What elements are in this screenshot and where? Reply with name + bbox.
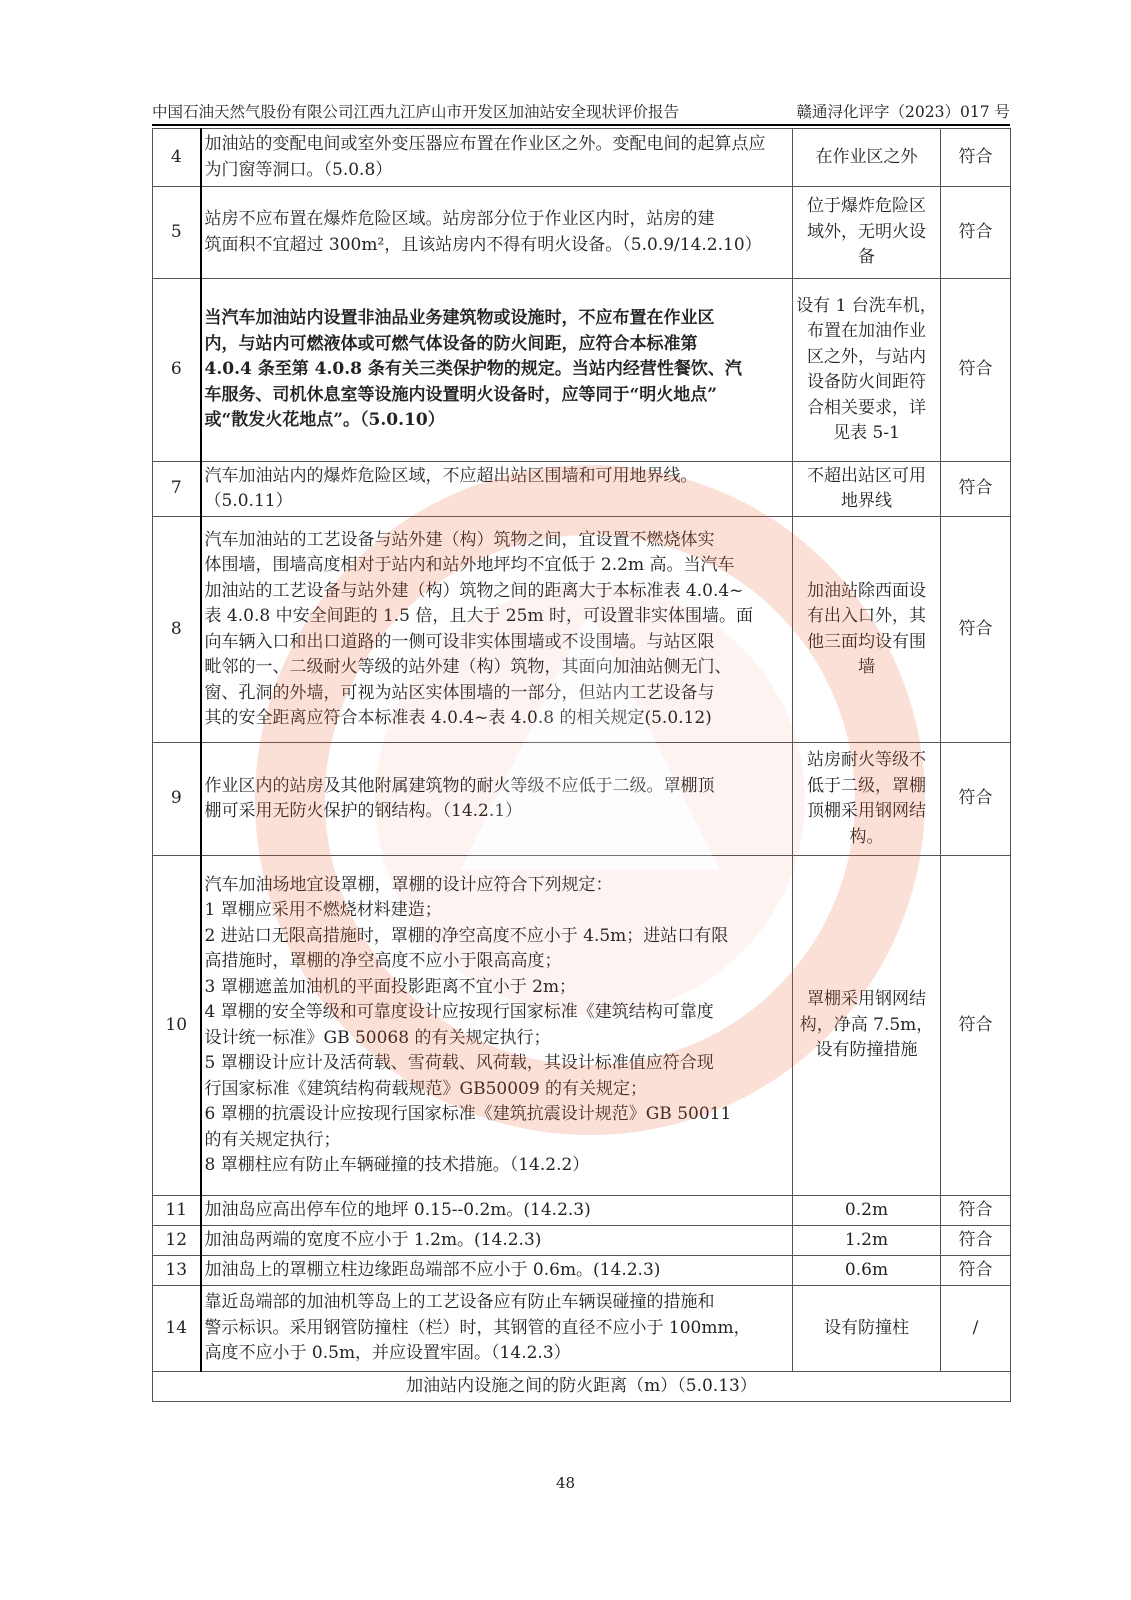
status-line: 域外，无明火设 [807, 221, 926, 242]
requirement-line: 汽车加油站的工艺设备与站外建（构）筑物之间，宜设置不燃烧体实 [204, 529, 715, 550]
requirement-line: 其的安全距离应符合本标准表 4.0.4~表 4.0.8 的相关规定(5.0.12) [204, 708, 712, 728]
page-header [152, 98, 1010, 122]
actual-status [793, 517, 941, 743]
status-line: 罩棚采用钢网结 [807, 989, 926, 1010]
requirement-line: 1 罩棚应采用不燃烧材料建造； [204, 900, 442, 920]
requirement-line: 加油站的工艺设备与站外建（构）筑物之间的距离大于本标准表 4.0.4~ [204, 580, 744, 601]
status-line: 设备防火间距符 [807, 372, 926, 392]
requirement-line: 内，与站内可燃液体或可燃气体设备的防火间距，应符合本标准第 [204, 333, 698, 354]
status-line: 地界线 [841, 491, 892, 511]
compliance-result: 符合 [941, 187, 1011, 279]
status-line: 构，净高 7.5m， [799, 1014, 934, 1035]
table-row [153, 1226, 1011, 1256]
requirement-line: 为门窗等洞口。（5.0.8） [204, 159, 393, 180]
requirement-line: 窗、孔洞的外墙，可视为站区实体围墙的一部分，但站内工艺设备与 [204, 682, 715, 703]
page-number: 48 [555, 1474, 576, 1492]
status-line: 墙 [858, 657, 875, 677]
requirement-text [201, 1256, 793, 1286]
status-line: 1.2m [844, 1229, 889, 1250]
requirement-line: 高度不应小于 0.5m，并应设置牢固。（14.2.3） [204, 1343, 571, 1364]
requirement-line: 表 4.0.8 中安全间距的 1.5 倍，且大于 25m 时，可设置非实体围墙。面 [204, 606, 753, 626]
requirement-text [201, 856, 793, 1196]
requirement-line: 汽车加油场地宜设罩棚，罩棚的设计应符合下列规定： [204, 874, 613, 895]
requirement-line: 8 罩棚柱应有防止车辆碰撞的技术措施。（14.2.2） [204, 1155, 590, 1175]
actual-status [793, 1196, 941, 1226]
requirement-text [201, 279, 793, 462]
status-line: 他三面均设有围 [807, 631, 926, 652]
requirement-line: 站房不应布置在爆炸危险区域。站房部分位于作业区内时，站房的建 [204, 209, 715, 229]
status-line: 备 [858, 247, 875, 268]
compliance-result: 符合 [941, 743, 1011, 856]
table-row [153, 856, 1011, 1196]
requirement-text [201, 517, 793, 743]
status-line: 0.6m [844, 1259, 889, 1280]
status-line: 站房耐火等级不 [807, 750, 926, 770]
requirement-line: 棚可采用无防火保护的钢结构。（14.2.1） [204, 801, 523, 821]
row-number: 10 [153, 856, 201, 1196]
compliance-result: / [941, 1286, 1011, 1372]
status-line: 设有防撞措施 [815, 1040, 918, 1061]
requirements-table [152, 128, 1011, 1402]
status-line: 有出入口外，其 [807, 606, 926, 626]
compliance-result: 符合 [941, 1256, 1011, 1286]
requirement-line: 加油站的变配电间或室外变压器应布置在作业区之外。变配电间的起算点应 [204, 134, 766, 154]
actual-status [793, 462, 941, 517]
row-number: 6 [153, 279, 201, 462]
table-body [153, 129, 1011, 1402]
table-row [153, 129, 1011, 187]
requirement-text [201, 1286, 793, 1372]
status-line: 构。 [849, 826, 884, 847]
row-number: 14 [153, 1286, 201, 1372]
requirement-text [201, 1226, 793, 1256]
compliance-result: 符合 [941, 856, 1011, 1196]
requirement-line: 毗邻的一、二级耐火等级的站外建（构）筑物，其面向加油站侧无门、 [204, 657, 732, 677]
status-line: 区之外，与站内 [807, 346, 926, 367]
header-rule [152, 124, 1010, 126]
requirement-line: 的有关规定执行； [204, 1129, 341, 1150]
status-line: 见表 5-1 [833, 423, 900, 443]
requirement-line: 高措施时，罩棚的净空高度不应小于限高高度； [204, 951, 562, 971]
row-number: 9 [153, 743, 201, 856]
table-row [153, 187, 1011, 279]
requirement-line: 或“散发火花地点”。（5.0.10） [204, 410, 445, 431]
actual-status [793, 1226, 941, 1256]
report-title: 中国石油天然气股份有限公司江西九江庐山市开发区加油站安全现状评价报告 [152, 103, 680, 121]
requirement-line: 2 进站口无限高措施时，罩棚的净空高度不应小于 4.5m；进站口有限 [204, 925, 729, 946]
status-line: 0.2m [844, 1199, 889, 1220]
compliance-result: 符合 [941, 462, 1011, 517]
requirement-line: 当汽车加油站内设置非油品业务建筑物或设施时，不应布置在作业区 [204, 308, 715, 329]
requirement-line: 警示标识。采用钢管防撞柱（栏）时，其钢管的直径不应小于 100mm， [204, 1317, 751, 1338]
requirement-line: 设计统一标准》GB 50068 的有关规定执行； [204, 1027, 551, 1048]
row-number: 8 [153, 517, 201, 743]
status-line: 在作业区之外 [815, 146, 918, 167]
actual-status [793, 1286, 941, 1372]
status-line: 加油站除西面设 [807, 580, 926, 601]
status-line: 合相关要求，详 [807, 397, 926, 418]
table-row [153, 517, 1011, 743]
table-row [153, 1256, 1011, 1286]
requirement-text [201, 462, 793, 517]
status-line: 顶棚采用钢网结 [807, 801, 926, 821]
status-line: 布置在加油作业 [807, 321, 926, 341]
requirement-line: 3 罩棚遮盖加油机的平面投影距离不宜小于 2m； [204, 976, 577, 997]
requirement-line: （5.0.11） [204, 491, 293, 511]
table-row [153, 279, 1011, 462]
row-number: 4 [153, 129, 201, 187]
table-row [153, 462, 1011, 517]
requirement-line: 5 罩棚设计应计及活荷载、雪荷载、风荷载，其设计标准值应符合现 [204, 1053, 714, 1073]
actual-status [793, 187, 941, 279]
status-line: 位于爆炸危险区 [807, 196, 926, 217]
requirement-line: 加油岛应高出停车位的地坪 0.15--0.2m。(14.2.3) [204, 1199, 591, 1220]
requirement-line: 筑面积不宜超过 300m²，且该站房内不得有明火设备。（5.0.9/14.2.10） [204, 234, 762, 255]
requirement-line: 向车辆入口和出口道路的一侧可设非实体围墙或不设围墙。与站区限 [204, 631, 715, 652]
actual-status [793, 743, 941, 856]
requirement-line: 作业区内的站房及其他附属建筑物的耐火等级不应低于二级。罩棚顶 [204, 775, 715, 796]
actual-status [793, 1256, 941, 1286]
status-line: 低于二级，罩棚 [807, 775, 926, 796]
row-number: 11 [153, 1196, 201, 1226]
requirement-line: 汽车加油站内的爆炸危险区域，不应超出站区围墙和可用地界线。 [204, 465, 698, 486]
requirement-text [201, 129, 793, 187]
actual-status [793, 129, 941, 187]
report-number: 赣通浔化评字（2023）017 号 [796, 103, 1010, 121]
requirement-line: 加油岛两端的宽度不应小于 1.2m。(14.2.3) [204, 1229, 542, 1250]
compliance-result: 符合 [941, 1196, 1011, 1226]
compliance-result: 符合 [941, 517, 1011, 743]
status-line: 不超出站区可用 [807, 465, 926, 486]
row-number: 12 [153, 1226, 201, 1256]
requirement-line: 6 罩棚的抗震设计应按现行国家标准《建筑抗震设计规范》GB 50011 [204, 1104, 732, 1124]
actual-status [793, 856, 941, 1196]
section-title: 加油站内设施之间的防火距离（m）（5.0.13） [153, 1372, 1011, 1402]
requirement-line: 行国家标准《建筑结构荷载规范》GB50009 的有关规定； [204, 1078, 648, 1099]
compliance-result: 符合 [941, 279, 1011, 462]
section-row [153, 1372, 1011, 1402]
status-line: 设有防撞柱 [824, 1317, 909, 1338]
table-row [153, 1286, 1011, 1372]
requirement-line: 4.0.4 条至第 4.0.8 条有关三类保护物的规定。当站内经营性餐饮、汽 [204, 359, 742, 380]
requirement-text [201, 1196, 793, 1226]
requirement-line: 4 罩棚的安全等级和可靠度设计应按现行国家标准《建筑结构可靠度 [204, 1002, 714, 1022]
requirement-line: 体围墙，围墙高度相对于站内和站外地坪均不宜低于 2.2m 高。当汽车 [204, 555, 735, 575]
compliance-result: 符合 [941, 129, 1011, 187]
compliance-result: 符合 [941, 1226, 1011, 1256]
requirement-text [201, 743, 793, 856]
row-number: 5 [153, 187, 201, 279]
requirement-line: 靠近岛端部的加油机等岛上的工艺设备应有防止车辆误碰撞的措施和 [204, 1292, 715, 1313]
requirement-text [201, 187, 793, 279]
row-number: 7 [153, 462, 201, 517]
row-number: 13 [153, 1256, 201, 1286]
table-row [153, 743, 1011, 856]
status-line: 设有 1 台洗车机， [796, 295, 937, 316]
requirement-line: 加油岛上的罩棚立柱边缘距岛端部不应小于 0.6m。(14.2.3) [204, 1259, 661, 1280]
table-row [153, 1196, 1011, 1226]
requirement-line: 车服务、司机休息室等设施内设置明火设备时，应等同于“明火地点” [204, 384, 718, 405]
actual-status [793, 279, 941, 462]
